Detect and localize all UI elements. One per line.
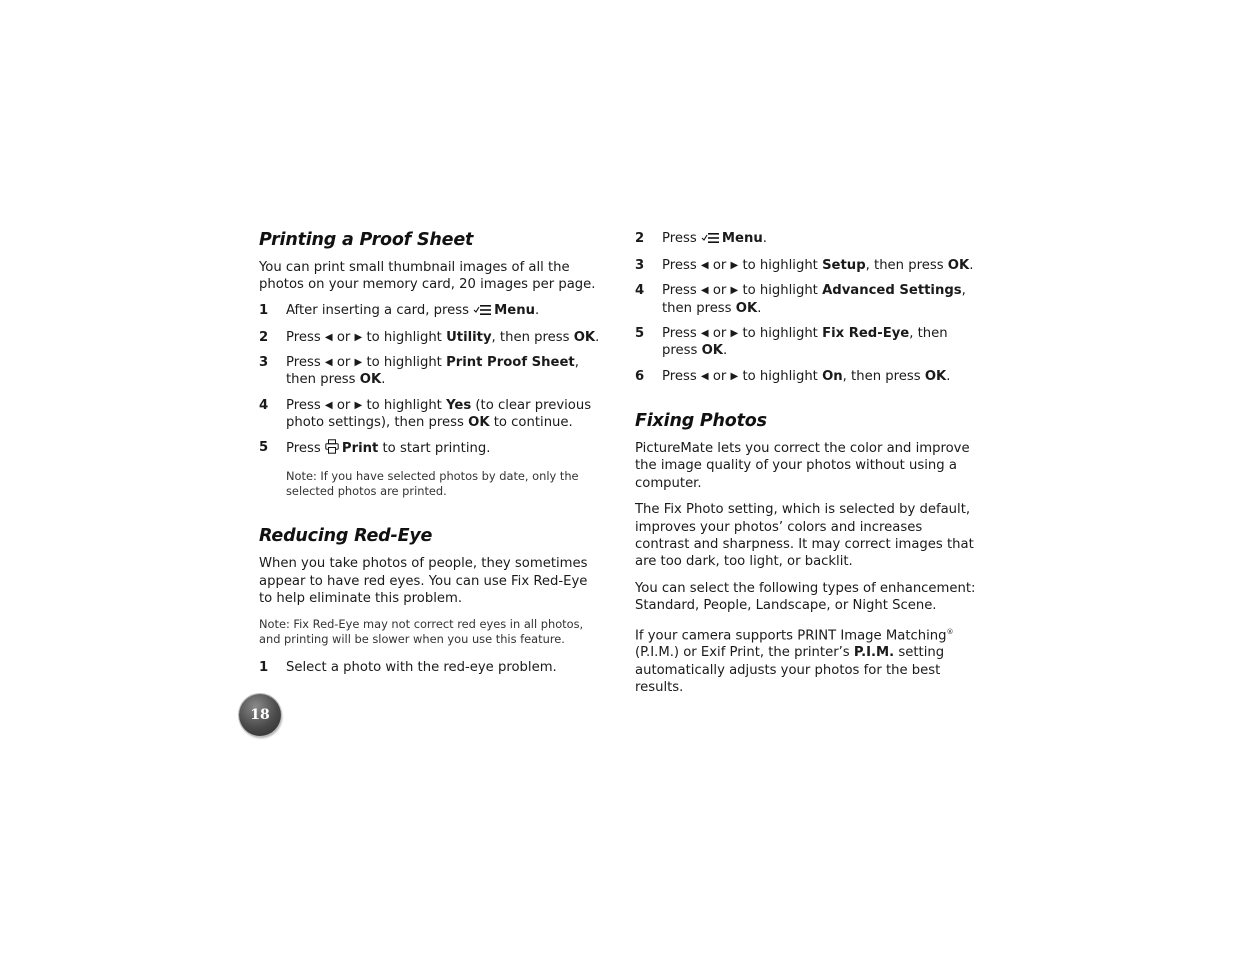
- fixing-photos-p2: The Fix Photo setting, which is selected by default, improves your photos’ colors and increases contrast and sharpness. It may correct images that are too dark, too light, or backlit.: [635, 502, 974, 570]
- list-item: 3 Press ◀ or ▶ to highlight Setup, then press OK.: [635, 258, 974, 274]
- proof-sheet-note: Note: If you have selected photos by date, only the selected photos are printed.: [286, 468, 579, 499]
- left-arrow-icon: ◀: [700, 260, 709, 272]
- proof-sheet-intro: You can print small thumbnail images of all the photos on your memory card, 20 images per page.: [259, 260, 596, 293]
- registered-mark: ®: [946, 627, 954, 636]
- right-arrow-icon: ▶: [730, 370, 739, 382]
- left-column: [259, 230, 604, 677]
- left-arrow-icon: ◀: [700, 328, 709, 340]
- list-item: 1 After inserting a card, press Menu.: [259, 302, 604, 321]
- red-eye-note: Note: Fix Red-Eye may not correct red eyes in all photos, and printing will be slower when you use this feature.: [259, 616, 584, 647]
- proof-sheet-steps: [259, 302, 604, 460]
- right-column: [635, 230, 980, 697]
- fixing-photos-p3: You can select the following types of enhancement: Standard, People, Landscape, or Night Scene.: [635, 580, 976, 614]
- list-item: 2 Press ◀ or ▶ to highlight Utility, then press OK.: [259, 329, 600, 345]
- right-arrow-icon: ▶: [354, 399, 363, 411]
- section-title-proof-sheet: Printing a Proof Sheet: [259, 230, 474, 250]
- red-eye-steps: [259, 659, 604, 676]
- red-eye-steps-continued: [635, 230, 980, 385]
- right-arrow-icon: ▶: [730, 328, 739, 340]
- menu-icon: [473, 304, 491, 321]
- left-arrow-icon: ◀: [324, 331, 333, 343]
- list-item: 5 Press Print to start printing.: [259, 439, 604, 459]
- list-item: 1 Select a photo with the red-eye problem.: [259, 660, 557, 676]
- section-title-fixing-photos: Fixing Photos: [635, 411, 767, 432]
- red-eye-intro: When you take photos of people, they sometimes appear to have red eyes. You can use Fix Red-Eye to help eliminate this problem.: [259, 556, 588, 607]
- page-number: 18: [250, 707, 270, 723]
- page-number-badge: [239, 694, 281, 736]
- list-item: 6 Press ◀ or ▶ to highlight On, then press OK.: [635, 368, 951, 384]
- right-arrow-icon: ▶: [730, 260, 739, 272]
- list-item: 4 Press ◀ or ▶ to highlight Yes (to clear previous photo settings), then press OK to continue.: [259, 397, 592, 431]
- list-item: 5 Press ◀ or ▶ to highlight Fix Red-Eye, then press OK.: [635, 326, 948, 359]
- list-item: 2 Press Menu.: [635, 230, 980, 249]
- section-title-red-eye: Reducing Red-Eye: [259, 526, 433, 547]
- left-arrow-icon: ◀: [700, 285, 709, 297]
- print-icon: [325, 439, 339, 459]
- list-item: 3 Press ◀ or ▶ to highlight Print Proof Sheet, then press OK.: [259, 355, 579, 388]
- left-arrow-icon: ◀: [324, 357, 333, 369]
- left-arrow-icon: ◀: [324, 399, 333, 411]
- fixing-photos-p1: PictureMate lets you correct the color and improve the image quality of your photos without using a computer.: [635, 441, 970, 491]
- right-arrow-icon: ▶: [730, 285, 739, 297]
- right-arrow-icon: ▶: [354, 331, 363, 343]
- fixing-photos-p4: If your camera supports PRINT Image Matching® (P.I.M.) or Exif Print, the printer’s P.I.M. setting automatically adjusts your photos for the best results.: [635, 627, 954, 696]
- list-item: 4 Press ◀ or ▶ to highlight Advanced Settings, then press OK.: [635, 283, 966, 316]
- menu-icon: [701, 232, 719, 249]
- right-arrow-icon: ▶: [354, 357, 363, 369]
- left-arrow-icon: ◀: [700, 370, 709, 382]
